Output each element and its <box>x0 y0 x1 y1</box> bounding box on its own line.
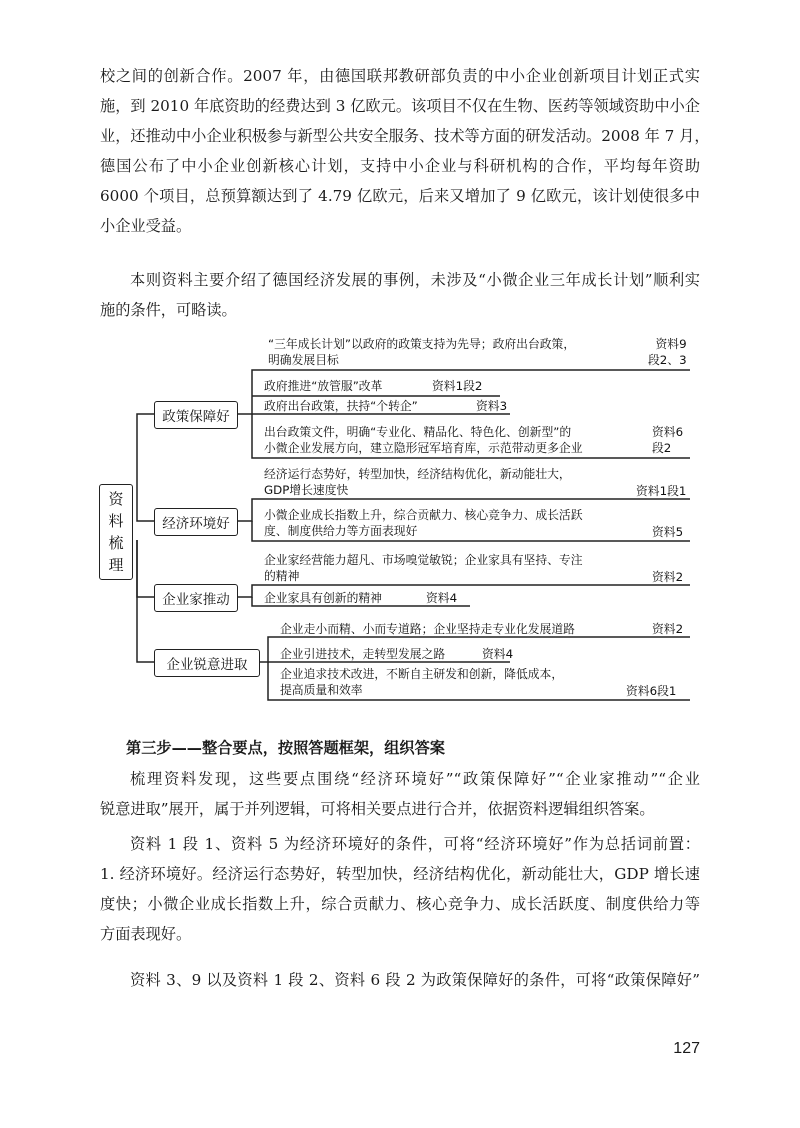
leaf-policy-4 <box>264 424 583 456</box>
leaf-text: 的精神 <box>264 569 300 583</box>
leaf-text: 明确发展目标 <box>268 353 339 367</box>
step-heading: 第三步——整合要点，按照答题框架，组织答案 <box>126 739 445 757</box>
ref-text: 资料1段2 <box>432 379 483 393</box>
leaf-text: 出台政策文件，明确“专业化、精品化、特色化、创新型”的 <box>264 425 572 439</box>
leaf-text: 度、制度供给力等方面表现好 <box>264 524 418 538</box>
text-line: 业，还推动中小企业积极参与新型公共安全服务、技术等方面的研发活动。2008 年 7 月， <box>100 127 710 145</box>
ref-text: 资料9 <box>655 337 687 351</box>
leaf-economy-1-ref: 资料1段1 <box>636 484 687 498</box>
leaf-economy-2 <box>264 507 583 539</box>
body-paragraph <box>100 764 700 824</box>
text-line: 资料 3、9 以及资料 1 段 2、资料 6 段 2 为政策保障好的条件，可将“政策保障好” <box>130 971 700 989</box>
body-paragraph <box>100 829 700 949</box>
leaf-text: 企业走小而精、小而专道路；企业坚持走专业化发展道路 <box>280 622 575 636</box>
ref-text: 段2 <box>652 441 672 455</box>
leaf-text: 政府推进“放管服”改革 <box>264 379 383 393</box>
text-line: 方面表现好。 <box>100 925 192 943</box>
leaf-policy-3 <box>264 398 508 414</box>
leaf-text: 企业引进技术，走转型发展之路 <box>280 647 446 661</box>
leaf-text: 企业家具有创新的精神 <box>264 591 382 605</box>
page-number: 127 <box>673 1040 700 1057</box>
ref-text: 资料3 <box>476 399 508 413</box>
text-line: 德国公布了中小企业创新核心计划，支持中小企业与科研机构的合作，平均每年资助 <box>100 157 700 175</box>
body-paragraph <box>100 965 700 995</box>
leaf-economy-2-ref: 资料5 <box>652 525 684 539</box>
leaf-economy-1 <box>264 466 571 498</box>
leaf-policy-4-ref <box>652 424 683 456</box>
text-line: 资料 1 段 1、资料 5 为经济环境好的条件，可将“经济环境好”作为总括词前置： <box>130 835 700 853</box>
leaf-text: 提高质量和效率 <box>280 683 363 697</box>
category-entrepreneur: 企业家推动 <box>154 584 238 612</box>
leaf-text: GDP增长速度快 <box>264 483 349 497</box>
text-line: 校之间的创新合作。2007 年，由德国联邦教研部负责的中小企业创新项目计划正式实 <box>100 67 700 85</box>
leaf-policy-1 <box>268 336 575 368</box>
leaf-enterprise-3 <box>280 666 563 698</box>
category-enterprise: 企业锐意进取 <box>154 649 260 677</box>
mindmap-root <box>99 484 133 580</box>
leaf-text: “三年成长计划”以政府的政策支持为先导；政府出台政策， <box>268 337 576 351</box>
leaf-policy-2 <box>264 378 483 394</box>
text-line: 施，到 2010 年底资助的经费达到 3 亿欧元。该项目不仅在生物、医药等领域资助中小企 <box>100 97 700 115</box>
leaf-policy-1-ref <box>648 336 687 368</box>
leaf-enterprise-3-ref: 资料6段1 <box>626 684 677 698</box>
text-line: 1. 经济环境好。经济运行态势好，转型加快，经济结构优化，新动能壮大，GDP 增长速 <box>100 865 700 883</box>
ref-text: 资料4 <box>482 647 514 661</box>
text-line: 锐意进取”展开，属于并列逻辑，可将相关要点进行合并，依据资料逻辑组织答案。 <box>100 800 655 818</box>
leaf-text: 企业家经营能力超凡、市场嗅觉敏锐；企业家具有坚持、专注 <box>264 553 583 567</box>
text-line: 小企业受益。 <box>100 217 192 235</box>
category-policy: 政策保障好 <box>154 401 238 429</box>
category-economy: 经济环境好 <box>154 508 238 536</box>
root-char: 料 <box>108 512 124 530</box>
text-line: 6000 个项目，总预算额达到了 4.79 亿欧元，后来又增加了 9 亿欧元，该计划使很多中 <box>100 187 700 205</box>
root-char: 资 <box>108 490 124 508</box>
ref-text: 资料4 <box>426 591 458 605</box>
leaf-text: 企业追求技术改进，不断自主研发和创新，降低成本， <box>280 667 564 681</box>
text-line: 本则资料主要介绍了德国经济发展的事例，未涉及“小微企业三年成长计划”顺利实 <box>130 271 700 289</box>
root-char: 梳 <box>108 534 124 552</box>
leaf-text: 小微企业成长指数上升，综合贡献力、核心竞争力、成长活跃 <box>264 508 583 522</box>
text-line: 度快；小微企业成长指数上升，综合贡献力、核心竞争力、成长活跃度、制度供给力等 <box>100 895 700 913</box>
leaf-text: 经济运行态势好，转型加快，经济结构优化，新动能壮大， <box>264 467 571 481</box>
leaf-entrepreneur-1-ref: 资料2 <box>652 570 684 584</box>
root-char: 理 <box>108 556 124 574</box>
leaf-enterprise-2 <box>280 646 514 662</box>
leaf-entrepreneur-1 <box>264 552 583 584</box>
leaf-entrepreneur-2 <box>264 590 458 606</box>
ref-text: 资料6 <box>652 425 684 439</box>
leaf-text: 政府出台政策，扶持“个转企” <box>264 399 418 413</box>
leaf-text: 小微企业发展方向，建立隐形冠军培育库，示范带动更多企业 <box>264 441 583 455</box>
text-line: 施的条件，可略读。 <box>100 301 237 319</box>
text-line: 梳理资料发现，这些要点围绕“经济环境好”“政策保障好”“企业家推动”“企业 <box>130 770 700 788</box>
ref-text: 资料2 <box>652 622 684 636</box>
ref-text: 段2、3 <box>648 353 687 367</box>
leaf-enterprise-1 <box>280 621 684 637</box>
